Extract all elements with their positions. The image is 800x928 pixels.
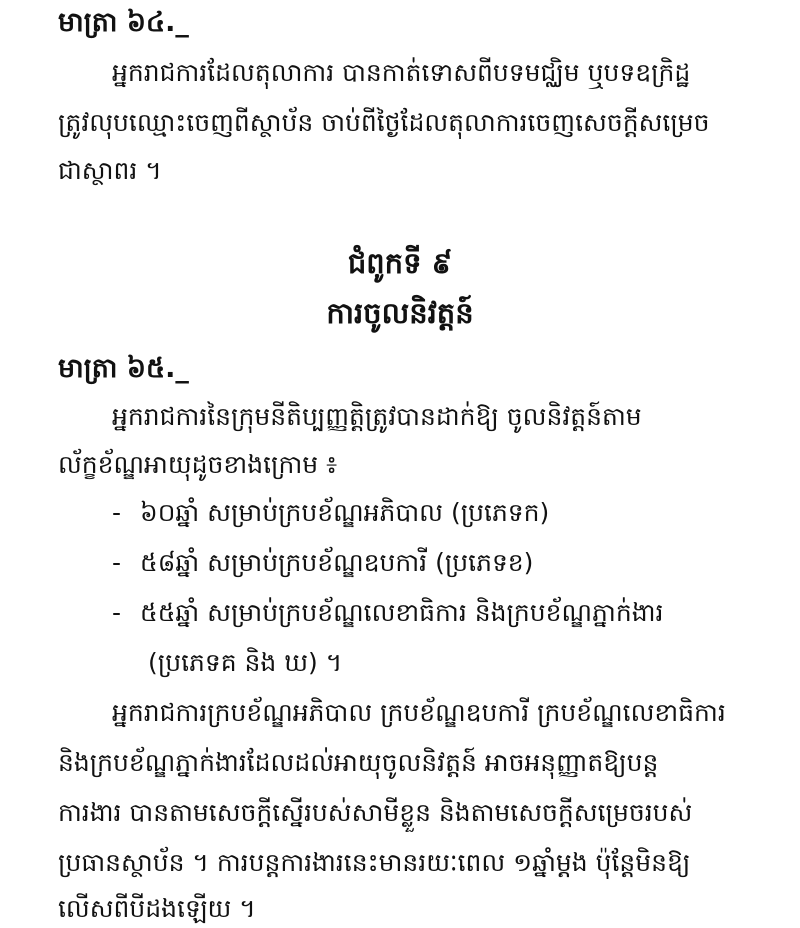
list-dash: - [112, 498, 122, 527]
article-65-heading: មាត្រា ៦៥._ [58, 353, 189, 384]
article-65-closing-line-3: ការងារ បានតាមសេចក្ដីស្នើរបស់សាមីខ្លួន និងតាមសេចក្ដីសម្រេចរបស់ [58, 798, 693, 827]
list-item [112, 496, 549, 530]
chapter-title: ការចូលនិវត្តន៍ [326, 296, 474, 330]
list-item [112, 546, 533, 580]
list-item [112, 596, 663, 630]
article-65-closing-line-4: ប្រធានស្ថាប័ន ។ ការបន្តការងារនេះមានរយៈពេល ១ឆ្នាំម្ដង ប៉ុន្តែមិនឱ្យ [58, 848, 691, 877]
article-65-closing-line-5: លើសពីបីដងឡើយ ។ [58, 894, 256, 923]
chapter-number: ជំពូកទី ៩ [347, 246, 453, 280]
article-65-intro-line-2: ល័ក្ខខ័ណ្ឌអាយុដូចខាងក្រោម ៖ [58, 450, 338, 479]
article-64-line-1: អ្នករាជការដែលតុលាការ បានកាត់ទោសពីបទមជ្ឈិម ឬបទឧក្រិដ្ឋ [112, 58, 691, 87]
list-item-continuation: (ប្រភេទគ និង ឃ) ។ [148, 648, 343, 677]
list-item-text: ៦០ឆ្នាំ សម្រាប់ក្របខ័ណ្ឌអភិបាល (ប្រភេទក) [140, 498, 550, 527]
list-dash: - [112, 598, 122, 627]
article-64-heading: មាត្រា ៦៤._ [58, 7, 189, 38]
article-64-line-3: ជាស្ថាពរ ។ [58, 156, 162, 185]
list-item-text: ៥៨ឆ្នាំ សម្រាប់ក្របខ័ណ្ឌឧបការី (ប្រភេទខ) [140, 548, 534, 577]
article-64-line-2: ត្រូវលុបឈ្មោះចេញពីស្ថាប័ន ចាប់ពីថ្ងៃដែលតុលាការចេញសេចក្ដីសម្រេច [58, 108, 710, 137]
article-65-closing-line-2: និងក្របខ័ណ្ឌភ្នាក់ងារដែលដល់អាយុចូលនិវត្តន៍ អាចអនុញ្ញាតឱ្យបន្ត [58, 748, 659, 777]
list-item-text: ៥៥ឆ្នាំ សម្រាប់ក្របខ័ណ្ឌលេខាធិការ និងក្របខ័ណ្ឌភ្នាក់ងារ [140, 598, 664, 627]
list-dash: - [112, 548, 122, 577]
article-65-closing-line-1: អ្នករាជការក្របខ័ណ្ឌអភិបាល ក្របខ័ណ្ឌឧបការី ក្របខ័ណ្ឌលេខាធិការ [112, 698, 726, 727]
article-65-intro-line-1: អ្នករាជការនៃក្រុមនីតិប្បញ្ញត្តិត្រូវបានដាក់ឱ្យ ចូលនិវត្តន៍តាម [112, 402, 642, 431]
